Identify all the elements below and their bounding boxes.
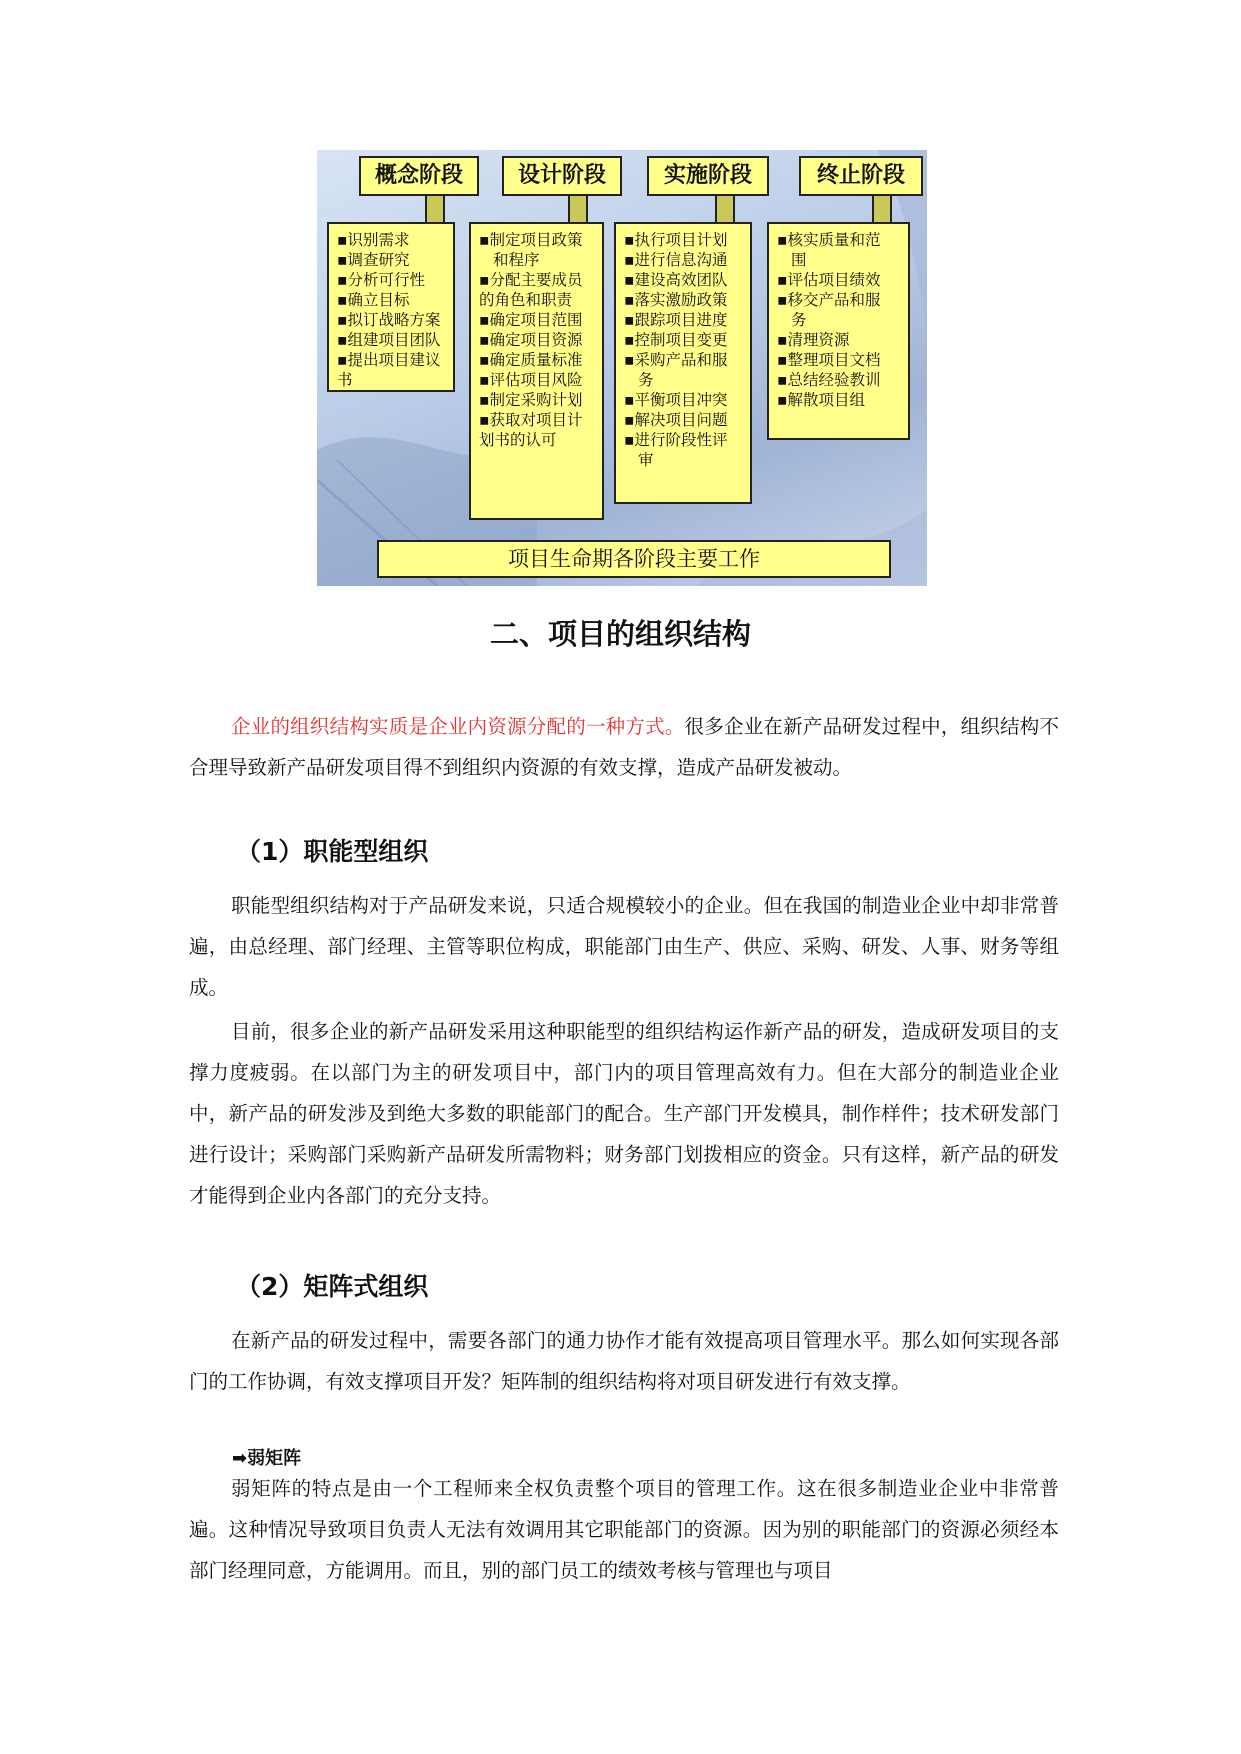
stage-3-item: ▪进行阶段性评 xyxy=(624,431,728,449)
section-1-paragraph-1: 职能型组织结构对于产品研发来说，只适合规模较小的企业。但在我国的制造业企业中却非常普遍，由总经理、部门经理、主管等职位构成，职能部门由生产、供应、采购、研发、人事、财务等组成。 xyxy=(189,894,1059,999)
stage-2-title: 设计阶段 xyxy=(502,156,622,196)
stage-2-item: 划书的认可 xyxy=(479,431,557,449)
stage-4-item: 务 xyxy=(791,311,807,329)
stage-4-body xyxy=(767,222,910,440)
stage-2-item: ▪确定项目资源 xyxy=(479,331,583,349)
stage-4-item: ▪解散项目组 xyxy=(777,391,866,409)
stage-1-item: ▪识别需求 xyxy=(337,231,410,249)
stage-4-item: ▪总结经验教训 xyxy=(777,371,881,389)
intro-highlight: 企业的组织结构实质是企业内资源分配的一种方式。 xyxy=(231,715,685,738)
stage-2-item: ▪确定项目范围 xyxy=(479,311,583,329)
stage-3-item: ▪执行项目计划 xyxy=(624,231,728,249)
stage-2-item: ▪分配主要成员 xyxy=(479,271,583,289)
section-2-title: （2）矩阵式组织 xyxy=(236,1272,429,1301)
stage-3-item: 审 xyxy=(638,451,654,469)
section-heading: 二、项目的组织结构 xyxy=(489,617,751,651)
stage-1-item: ▪确立目标 xyxy=(337,291,410,309)
stage-3-item: ▪落实激励政策 xyxy=(624,291,728,309)
stage-4-item: ▪评估项目绩效 xyxy=(777,271,881,289)
section-1-paragraph-2: 目前，很多企业的新产品研发采用这种职能型的组织结构运作新产品的研发，造成研发项目的支撑力度疲弱。在以部门为主的研发项目中，部门内的项目管理高效有力。但在大部分的制造业企业中，新产品的研发涉及到绝大多数的职能部门的配合。生产部门开发模具，制作样件；技术研发部门进行设计；采购部门采购新产品研发所需物料；财务部门划拨相应的资金。只有这样，新产品的研发才能得到企业内各部门的充分支持。 xyxy=(189,1020,1059,1207)
stage-4-item: ▪清理资源 xyxy=(777,331,850,349)
section-1-title: （1）职能型组织 xyxy=(236,837,429,866)
stage-3-title: 实施阶段 xyxy=(647,156,769,196)
stage-4-item: ▪移交产品和服 xyxy=(777,291,881,309)
stage-3-item: ▪跟踪项目进度 xyxy=(624,311,728,329)
stage-4-item: 围 xyxy=(791,251,807,269)
stage-1-body xyxy=(327,222,455,392)
figure-caption: 项目生命期各阶段主要工作 xyxy=(377,540,891,578)
stage-1-item: ▪调查研究 xyxy=(337,251,410,269)
stage-1-item: 书 xyxy=(337,371,353,389)
stage-2-item: 和程序 xyxy=(493,251,540,269)
stage-3-item: ▪解决项目问题 xyxy=(624,411,728,429)
stage-1-item: ▪分析可行性 xyxy=(337,271,426,289)
stage-3-item: ▪采购产品和服 xyxy=(624,351,728,369)
stage-2-item: ▪制定项目政策 xyxy=(479,231,583,249)
project-lifecycle-figure xyxy=(317,150,927,586)
stage-3-item: 务 xyxy=(638,371,654,389)
stage-1-item: ▪组建项目团队 xyxy=(337,331,441,349)
stage-3-item: ▪建设高效团队 xyxy=(624,271,728,289)
stage-4-title: 终止阶段 xyxy=(799,156,923,196)
stage-3-body xyxy=(614,222,752,504)
stage-2-item: ▪确定质量标准 xyxy=(479,351,583,369)
stage-1-title: 概念阶段 xyxy=(359,156,479,196)
stage-3-item: ▪平衡项目冲突 xyxy=(624,391,728,409)
stage-2-item: ▪评估项目风险 xyxy=(479,371,583,389)
stage-3-item: ▪控制项目变更 xyxy=(624,331,728,349)
stage-2-item: ▪获取对项目计 xyxy=(479,411,583,429)
stage-4-item: ▪核实质量和范 xyxy=(777,231,881,249)
intro-paragraph xyxy=(189,706,1059,788)
stage-3-item: ▪进行信息沟通 xyxy=(624,251,728,269)
section-2-paragraph-1: 在新产品的研发过程中，需要各部门的通力协作才能有效提高项目管理水平。那么如何实现各部门的工作协调，有效支撑项目开发？矩阵制的组织结构将对项目研发进行有效支撑。 xyxy=(189,1329,1059,1393)
weak-matrix-subheading: ➡弱矩阵 xyxy=(232,1448,302,1469)
stage-2-item: ▪制定采购计划 xyxy=(479,391,583,409)
intro-text: 很多企业在新产品研发过程中，组织结构不合理导致新产品研发项目得不到组织内资源的有效支撑，造成产品研发被动。 xyxy=(189,715,1059,779)
stage-4-item: ▪整理项目文档 xyxy=(777,351,881,369)
stage-2-item: 的角色和职责 xyxy=(479,291,573,309)
stage-2-body xyxy=(469,222,604,520)
stage-1-item: ▪拟订战略方案 xyxy=(337,311,441,329)
stage-1-item: ▪提出项目建议 xyxy=(337,351,441,369)
section-2-paragraph-2: 弱矩阵的特点是由一个工程师来全权负责整个项目的管理工作。这在很多制造业企业中非常普遍。这种情况导致项目负责人无法有效调用其它职能部门的资源。因为别的职能部门的资源必须经本部门经理同意，方能调用。而且，别的部门员工的绩效考核与管理也与项目 xyxy=(189,1477,1059,1582)
